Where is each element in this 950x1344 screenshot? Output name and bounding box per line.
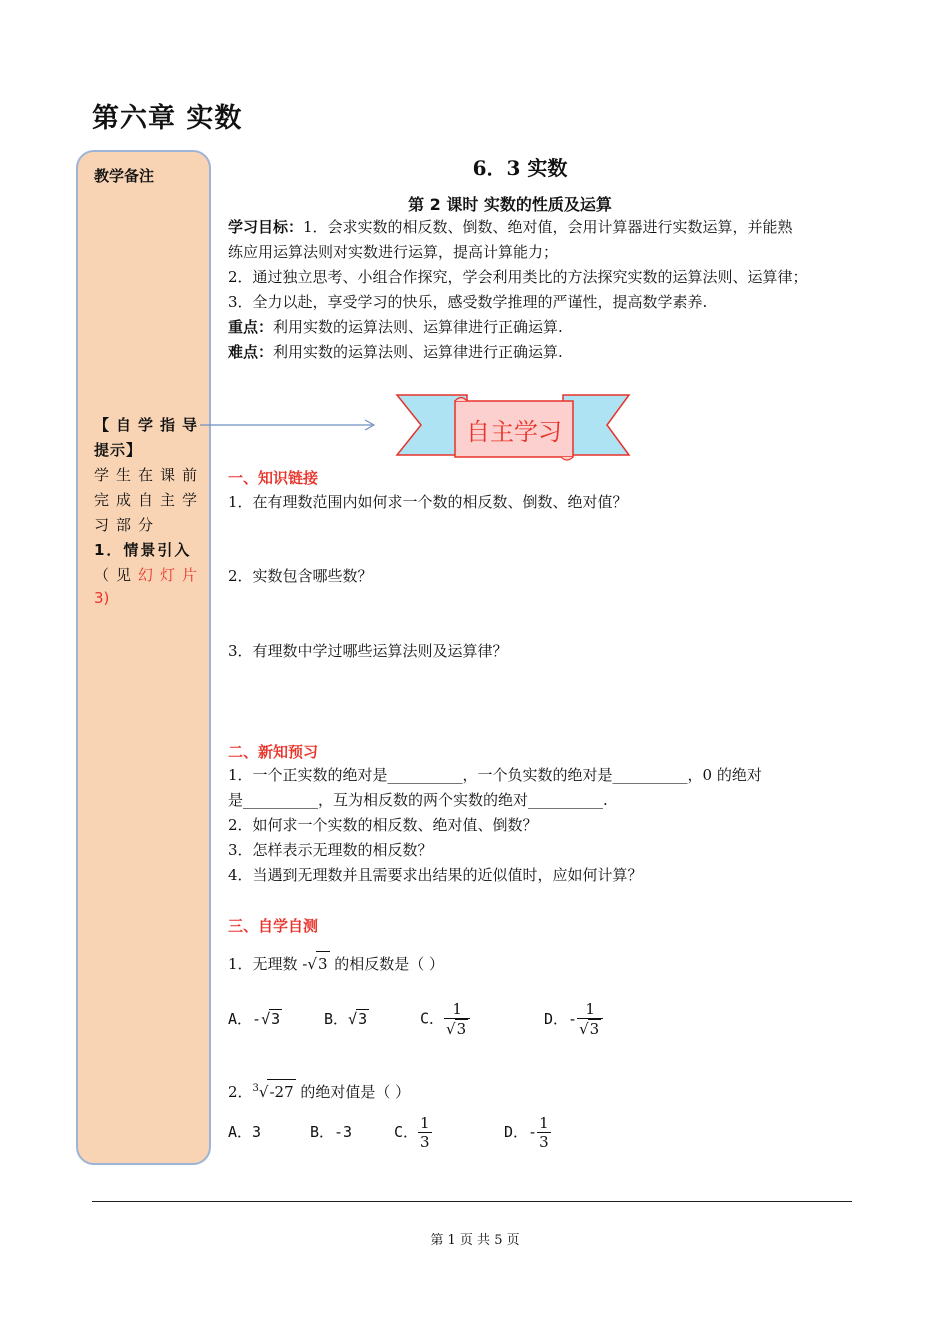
sidebar-title: 教学备注 — [94, 167, 155, 185]
sidebar-guide-line-1: 【自学指导 — [94, 416, 205, 434]
sidebar-slide-ref: （见幻灯片 — [94, 566, 205, 584]
option-a: A．-√3 — [228, 1009, 281, 1028]
lesson-title: 第 2 课时 实数的性质及运算 — [408, 195, 612, 214]
option-d: D．- $\frac{1}{√3}$ — [544, 1010, 603, 1028]
part3-q1-options — [228, 1000, 603, 1038]
banner-text: 自主学习 — [466, 418, 562, 446]
goal-1b: 练应用运算法则对实数进行运算，提高计算能力； — [228, 243, 559, 261]
goal-2: 2．通过独立思考、小组合作探究，学会利用类比的方法探究实数的运算法则、运算律； — [228, 268, 808, 286]
sidebar-note-line-1: 学生在课前 — [94, 466, 205, 484]
section-title: 6．3 实数 — [472, 156, 568, 180]
sidebar-note-line-2: 完成自主学 — [94, 491, 205, 509]
part2-q1b: 是__________，互为相反数的两个实数的绝对__________. — [228, 791, 608, 809]
key-point: 重点：利用实数的运算法则、运算律进行正确运算. — [228, 318, 563, 336]
option-b: B．√3 — [324, 1009, 368, 1028]
part2-q4: 4．当遇到无理数并且需要求出结果的近似值时，应如何计算？ — [228, 866, 643, 884]
goal-1a: 学习目标：1．会求实数的相反数、倒数、绝对值，会用计算器进行实数运算，并能熟 — [228, 218, 793, 236]
option-d: D．- $\frac{1}{3}$ — [504, 1114, 549, 1151]
sidebar-slide-number: 3) — [94, 589, 110, 607]
sidebar-note-line-3: 习部分 — [94, 516, 161, 534]
goal-3: 3．全力以赴，享受学习的快乐，感受数学推理的严谨性，提高数学素养. — [228, 293, 708, 311]
part1-heading: 一、知识链接 — [228, 469, 319, 487]
option-c: C． $\frac{1}{3}$ — [394, 1114, 430, 1151]
option-b: B．-3 — [310, 1123, 353, 1141]
part3-heading: 三、自学自测 — [228, 917, 319, 935]
page-footer: 第 1 页 共 5 页 — [430, 1233, 520, 1248]
sidebar-intro-line: 1．情景引入 — [94, 541, 192, 559]
sidebar-guide-line-2: 提示】 — [94, 441, 143, 459]
slide-link[interactable]: 幻灯片 — [138, 566, 205, 584]
teaching-notes-sidebar — [76, 150, 211, 1165]
part2-q3: 3．怎样表示无理数的相反数？ — [228, 841, 433, 859]
part1-q2: 2．实数包含哪些数？ — [228, 567, 373, 585]
part1-q3: 3．有理数中学过哪些运算法则及运算律？ — [228, 642, 508, 660]
part2-q2: 2．如何求一个实数的相反数、绝对值、倒数？ — [228, 816, 538, 834]
option-a: A．3 — [228, 1123, 262, 1141]
part3-q1: 1．无理数 -√3 的相反数是（ ） — [228, 951, 444, 977]
self-study-banner — [395, 392, 635, 462]
difficulty-point: 难点：利用实数的运算法则、运算律进行正确运算. — [228, 343, 563, 361]
part3-q2: 2．$^3$√-27 的绝对值是（ ） — [228, 1076, 410, 1105]
arrow-icon — [200, 415, 380, 435]
option-c: C． $\frac{1}{√3}$ — [420, 1000, 544, 1038]
part2-q1a: 1．一个正实数的绝对是__________，一个负实数的绝对是__________，0 的绝对 — [228, 766, 762, 784]
part3-q2-options — [228, 1114, 551, 1151]
part2-heading: 二、新知预习 — [228, 743, 319, 761]
footer-divider — [92, 1201, 852, 1202]
chapter-title: 第六章 实数 — [92, 103, 243, 134]
part1-q1: 1．在有理数范围内如何求一个数的相反数、倒数、绝对值？ — [228, 493, 628, 511]
